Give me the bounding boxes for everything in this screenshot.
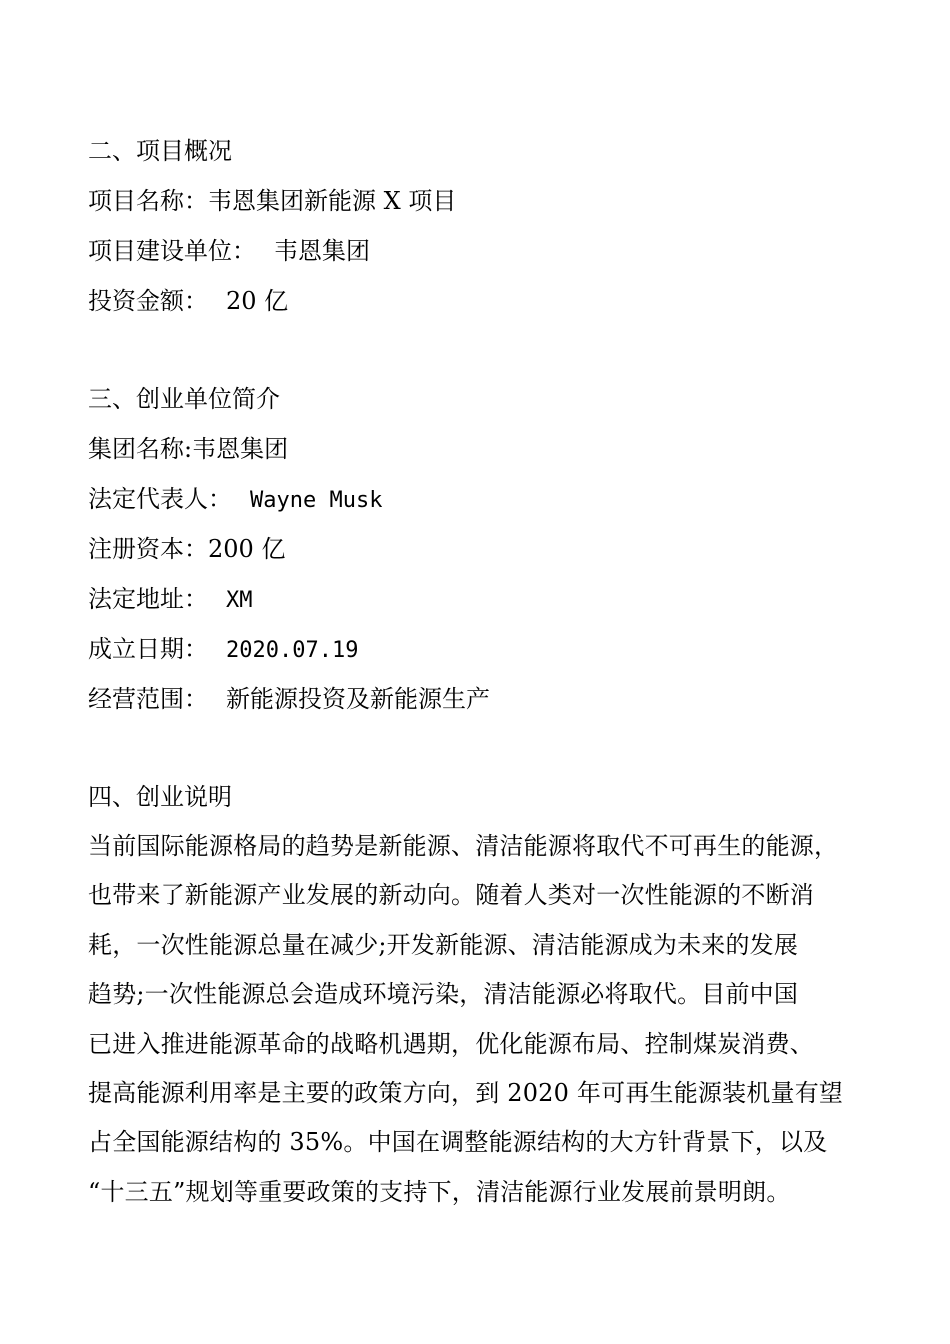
group-name-value: 韦恩集团 [192,435,289,463]
paragraph-line: 提高能源利用率是主要的政策方向，到 2020 年可再生能源装机量有望 [88,1078,844,1107]
capital-value: 200 亿 [208,535,286,563]
founding-date-row [88,624,868,674]
group-name-label: 集团名称: [88,435,193,463]
project-name-row [88,176,868,226]
legal-rep-row [88,474,868,524]
paragraph-line: 趋势;一次性能源总会造成环境污染，清洁能源必将取代。目前中国 [88,980,799,1009]
explanation-heading: 四、创业说明 [88,783,232,811]
project-unit-label: 项目建设单位： [88,237,256,265]
project-overview-section [88,126,868,326]
address-row [88,574,868,624]
business-scope-row [88,674,868,724]
company-heading: 三、创业单位简介 [88,385,280,413]
capital-row [88,524,868,574]
company-intro-section [88,374,868,724]
project-name-label: 项目名称： [88,187,208,215]
overview-heading: 二、项目概况 [88,137,232,165]
project-unit-value: 韦恩集团 [274,237,370,265]
investment-value: 20 亿 [226,287,289,315]
paragraph-line: 也带来了新能源产业发展的新动向。随着人类对一次性能源的不断消 [88,881,814,910]
founding-date-label: 成立日期： [88,635,208,663]
paragraph-line: 耗，一次性能源总量在减少;开发新能源、清洁能源成为未来的发展 [88,930,799,959]
paragraph-line: 占全国能源结构的 35%。中国在调整能源结构的大方针背景下，以及 [88,1128,828,1157]
group-name-row [88,424,868,474]
investment-label: 投资金额： [88,287,208,315]
legal-rep-label: 法定代表人： [88,485,232,513]
paragraph-line: 当前国际能源格局的趋势是新能源、清洁能源将取代不可再生的能源， [88,832,839,860]
business-scope-label: 经营范围： [88,685,208,713]
capital-label: 注册资本： [88,535,208,563]
legal-rep-value: Wayne Musk [250,488,383,513]
project-unit-row [88,226,868,276]
project-name-value: 韦恩集团新能源 X 项目 [208,187,457,215]
address-label: 法定地址： [88,585,208,613]
business-explanation-section [88,772,868,1217]
business-scope-value: 新能源投资及新能源生产 [226,685,490,713]
paragraph-line: 已进入推进能源革命的战略机遇期，优化能源布局、控制煤炭消费、 [88,1029,814,1058]
investment-row [88,276,868,326]
address-value: XM [226,588,253,613]
founding-date-value: 2020.07.19 [226,638,359,663]
paragraph-line: “十三五”规划等重要政策的支持下，清洁能源行业发展前景明朗。 [88,1177,791,1206]
